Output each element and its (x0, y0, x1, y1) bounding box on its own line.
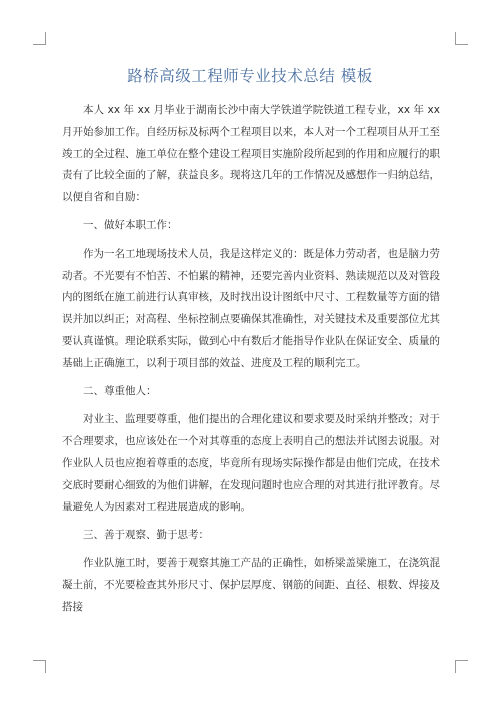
section-heading-1: 一、做好本职工作： (83, 219, 178, 232)
section-paragraph-2: 对业主、监理要尊重，他们提出的合理化建议和要求要及时采纳并整改；对于不合理要求，也应该处在一个对其尊重的态度上表明自己的想法并试图去说服。对作业队人员也应抱着尊重的态度，毕竟所有现场实际操作都是由他们完成，在技术交底时要耐心细致的为他们讲解，在发现问题时也应合理的对其进行批评教育。尽量避免人为因素对工程进展造成的影响。 (62, 413, 440, 513)
crop-mark-bottom-right (455, 660, 468, 673)
document-title: 路桥高级工程师专业技术总结 模板 (127, 67, 373, 85)
crop-mark-bottom-left (33, 660, 46, 673)
crop-mark-top-right (455, 32, 468, 45)
intro-paragraph: 本人 xx 年 xx 月毕业于湖南长沙中南大学铁道学院铁道工程专业，xx 年 xx 月开始参加工作。自经历标及标两个工程项目以来，本人对一个工程项目从开工至竣工的全过程、施工单位在整个建设工程项目实施阶段所起到的作用和应履行的职责有了比较全面的了解，获益良多。现将这几年的工作情况及感想作一归纳总结，以便自省和自励： (62, 104, 440, 204)
section-paragraph-3: 作业队施工时，要善于观察其施工产品的正确性，如桥梁盖梁施工，在浇筑混凝土前，不光要检查其外形尺寸、保护层厚度、钢筋的间距、直径、根数、焊接及搭接 (62, 557, 440, 613)
document-body (62, 100, 440, 625)
section-heading-3: 三、善于观察、勤于思考： (83, 528, 209, 541)
section-paragraph-1: 作为一名工地现场技术人员，我是这样定义的：既是体力劳动者，也是脑力劳动者。不光要有不怕苦、不怕累的精神，还要完善内业资料、熟读规范以及对管段内的图纸在施工前进行认真审核，及时找出设计图纸中尺寸、工程数量等方面的错误并加以纠正；对高程、坐标控制点要确保其准确性，对关键技术及重要部位尤其要认真谨慎。理论联系实际，做到心中有数后才能指导作业队在保证安全、质量的基础上正确施工，以利于项目部的效益、进度及工程的顺利完工。 (62, 247, 440, 369)
section-heading-2: 二、尊重他人： (83, 385, 157, 398)
crop-mark-top-left (33, 32, 46, 45)
